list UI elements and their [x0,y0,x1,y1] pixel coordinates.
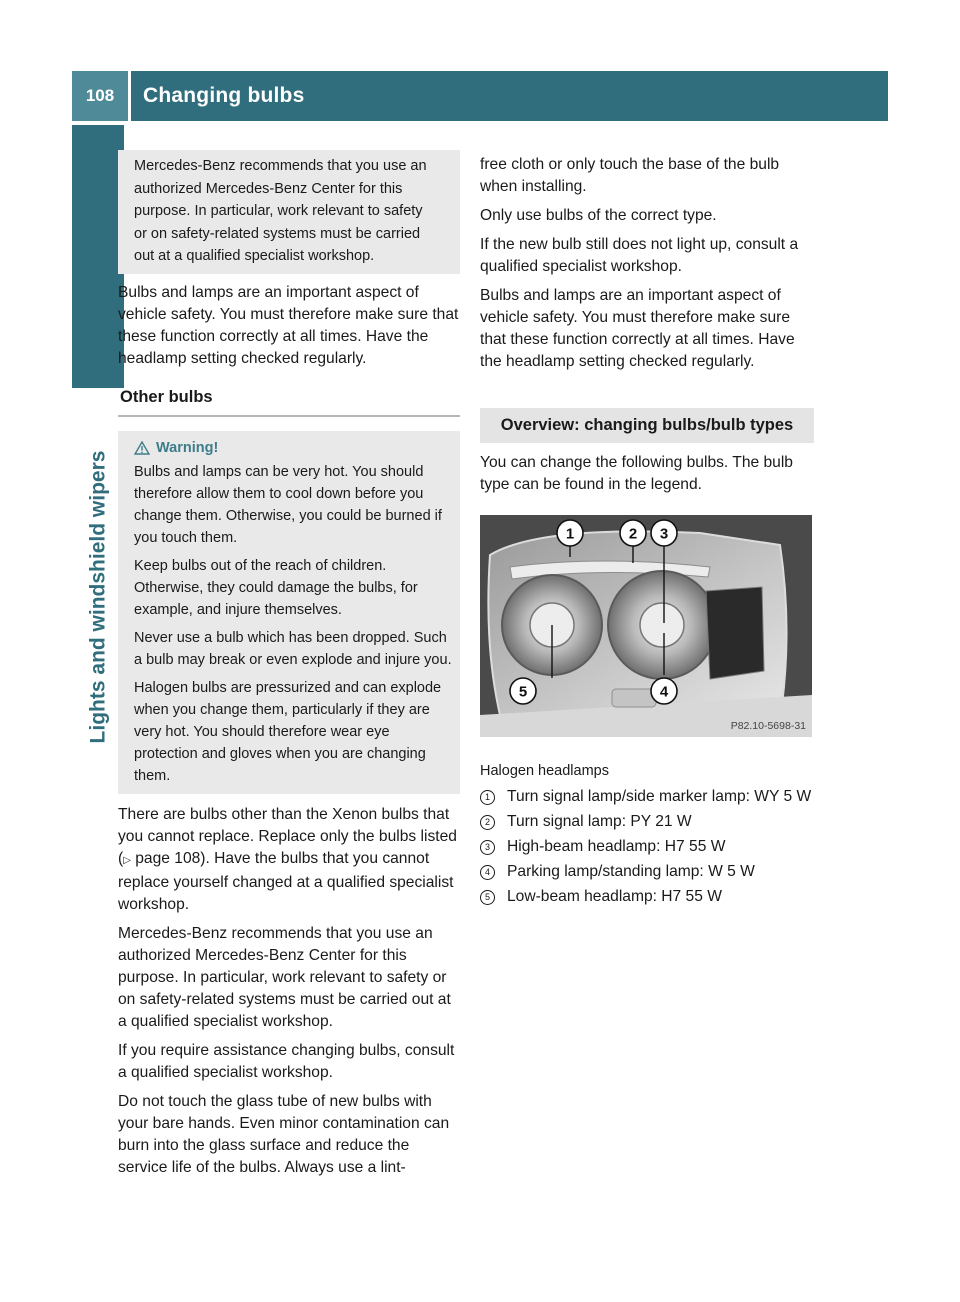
warning-box [118,431,460,794]
callout-3-label: 3 [659,525,669,543]
header-bar [72,71,888,121]
callout-1 [557,520,583,546]
paragraph-new-bulb: If the new bulb still does not light up, consult a qualified specialist workshop. [480,236,799,275]
page-number: 108 [72,71,128,121]
legend-number-2: 2 [480,815,495,830]
legend-item [480,811,814,833]
paragraph-xenon [118,804,460,916]
section-heading-other-bulbs: Other bulbs [118,380,460,417]
warning-paragraph: Keep bulbs out of the reach of children. Otherwise, they could damage the bulbs, for example, and injure themselves. [134,557,418,618]
legend-item [480,836,814,858]
section-heading-overview: Overview: changing bulbs/bulb types [480,408,814,443]
callout-5-label: 5 [518,683,528,701]
legend-number-1: 1 [480,790,495,805]
left-column [118,150,460,1186]
callout-2-label: 2 [628,525,638,543]
paragraph-xenon-end: ). Have the bulbs that you cannot replace yourself changed at a qualified specialist workshop. [118,849,454,913]
warning-title: Warning! [156,439,219,456]
legend-number-5: 5 [480,890,495,905]
note-line: authorized Mercedes-Benz Center for this [134,180,403,197]
legend-number-4: 4 [480,865,495,880]
paragraph-safety: Bulbs and lamps are an important aspect of vehicle safety. You must therefore make sure that these function correctly at all times. Have the headlamp setting checked regularly. [118,283,459,367]
callout-3 [651,520,677,546]
note-line: out at a qualified specialist workshop. [134,248,375,264]
side-label-text: Lights and windshield wipers [86,450,109,744]
callout-4 [651,678,677,704]
side-label [72,392,124,802]
figure-code: P82.10-5698-31 [730,720,806,732]
legend-item [480,861,814,883]
warning-title-row [134,437,452,459]
paragraph-overview-intro: You can change the following bulbs. The bulb type can be found in the legend. [480,454,793,493]
legend-number-3: 3 [480,840,495,855]
headlamp-figure [480,515,812,737]
note-line: Mercedes-Benz recommends that you use an [134,158,427,174]
high-beam-reflector [640,603,684,647]
washer-cover [612,689,656,707]
note-line: or on safety-related systems must be carried [134,225,421,242]
paragraph-assistance: If you require assistance changing bulbs, consult a qualified specialist workshop. [118,1041,455,1081]
callout-5 [510,678,536,704]
page-reference-link[interactable]: page 108 [135,849,201,867]
callout-4-label: 4 [659,683,669,701]
legend-text: Turn signal lamp: PY 21 W [507,813,692,830]
legend-text: Turn signal lamp/side marker lamp: WY 5 W [507,788,812,805]
legend-text: Low-beam headlamp: H7 55 W [507,888,722,905]
callout-1-label: 1 [565,525,575,543]
paragraph-xenon-start: There are bulbs other than the Xenon bulbs that you cannot replace. Replace only the bulbs listed ( [118,805,457,867]
warning-paragraph: Never use a bulb which has been dropped. Such a bulb may break or even explode and injure you. [134,629,452,668]
legend-item [480,786,814,808]
warning-paragraph: Bulbs and lamps can be very hot. You should therefore allow them to cool down before you change them. Otherwise, you could be burned if you touch them. [134,463,442,546]
right-column [480,154,814,911]
paragraph-glass-tube: Do not touch the glass tube of new bulbs with your bare hands. Even minor contamination can burn into the glass surface and reduce the service life of the bulbs. Always use a lint- [118,1092,450,1176]
legend-item [480,886,814,908]
paragraph-safety-right: Bulbs and lamps are an important aspect of vehicle safety. You must therefore make sure that these function correctly at all times. Have the headlamp setting checked regularly. [480,287,795,370]
legend-text: Parking lamp/standing lamp: W 5 W [507,863,755,880]
warning-paragraph: Halogen bulbs are pressurized and can explode when you change them, particularly if they are very hot. You should therefore wear eye protection and gloves when you are changing them. [134,679,442,784]
paragraph-bulb-type: Only use bulbs of the correct type. [480,207,717,224]
note-box-top [118,150,460,274]
page-ref-arrow-icon: ▷ [123,854,131,866]
legend-text: High-beam headlamp: H7 55 W [507,838,726,855]
chapter-title: Changing bulbs [143,84,305,107]
figure-caption: Halogen headlamps [480,763,609,779]
side-marker-dark-panel [706,587,764,679]
note-line: purpose. In particular, work relevant to safety [134,203,423,219]
paragraph-continued: free cloth or only touch the base of the bulb when installing. [480,156,780,195]
paragraph-recommendation: Mercedes-Benz recommends that you use an authorized Mercedes-Benz Center for this purpose. In particular, work relevant to safety or on safety-related systems must be carried out at a qualified specialist workshop. [118,924,451,1030]
callout-2 [620,520,646,546]
warning-triangle-icon [134,441,150,455]
legend-list [480,786,814,908]
side-tab [72,125,124,388]
